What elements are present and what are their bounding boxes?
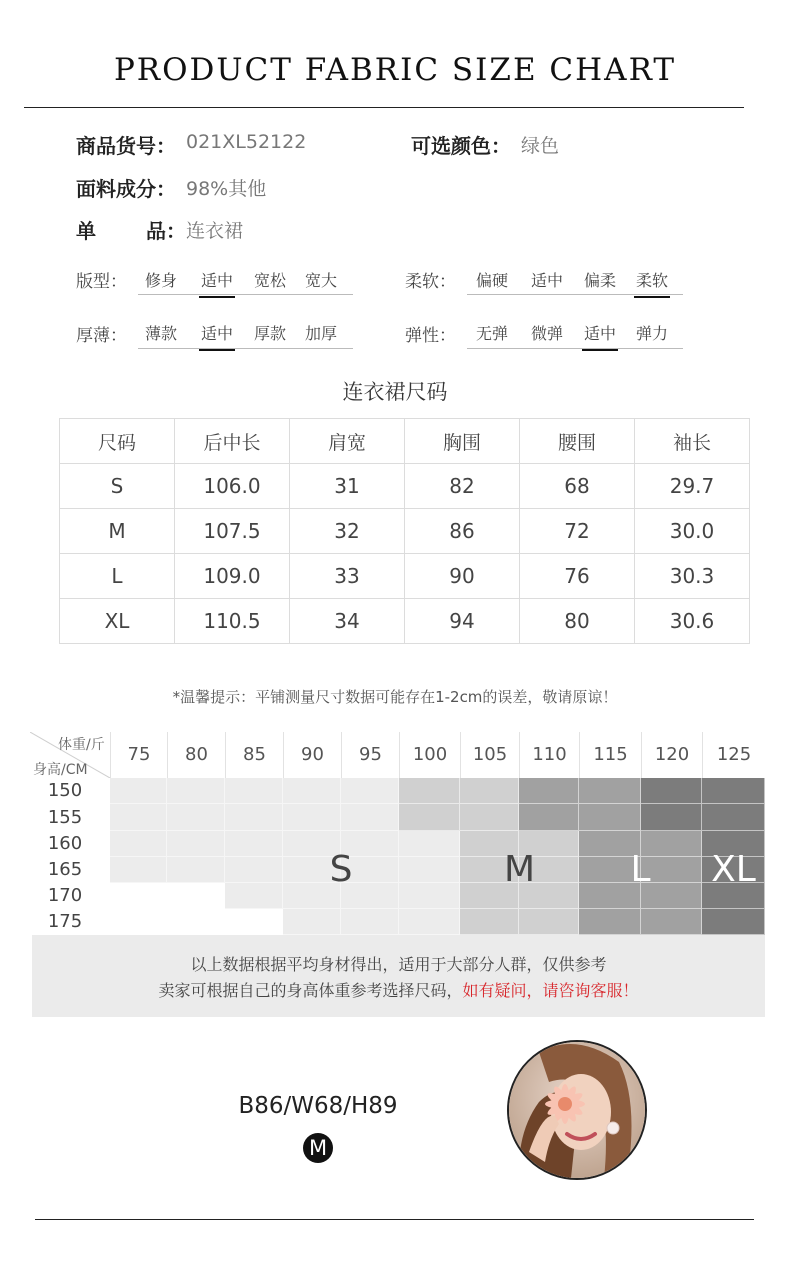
table-cell: 82: [405, 464, 520, 509]
model-photo-illustration: [509, 1042, 645, 1178]
size-table-header-row: [60, 419, 750, 464]
title-divider: [24, 107, 744, 108]
note-line-2-prefix: 卖家可根据自己的身高体重参考选择尺码，: [158, 981, 463, 1000]
grid-cell-s: [399, 883, 460, 909]
table-cell: 34: [290, 599, 405, 644]
grid-height-label: 175: [47, 911, 83, 932]
attr-label-softness: 柔软：: [405, 272, 456, 292]
grid-size-label-xl: XL: [711, 849, 756, 890]
grid-cell-s: [225, 778, 283, 804]
grid-height-label: 165: [47, 859, 83, 880]
size-table-header: 袖长: [635, 419, 750, 464]
grid-weight-header: 75: [110, 732, 167, 778]
size-table-header: 肩宽: [290, 419, 405, 464]
table-cell: 68: [520, 464, 635, 509]
grid-height-label: 150: [47, 780, 83, 801]
grid-cell-s: [341, 778, 399, 804]
table-cell: S: [60, 464, 175, 509]
grid-cell-blank: [167, 909, 225, 935]
grid-cell-s: [399, 909, 460, 935]
size-table-title: 连衣裙尺码: [342, 380, 448, 404]
table-row: [60, 509, 750, 554]
page-title: PRODUCT FABRIC SIZE CHART: [113, 52, 677, 88]
table-cell: 86: [405, 509, 520, 554]
attr-thickness-underline: [138, 348, 353, 349]
attr-thickness-option-3: 厚款: [254, 324, 287, 343]
table-cell: L: [60, 554, 175, 599]
grid-cell-s: [341, 909, 399, 935]
attr-elasticity-option-1: 无弹: [476, 324, 509, 343]
attr-softness-option-1: 偏硬: [476, 271, 509, 290]
grid-cell-xl: [641, 778, 702, 804]
size-recommendation-grid: [30, 732, 765, 935]
grid-cell-s: [167, 778, 225, 804]
grid-weight-header: 120: [641, 732, 702, 778]
table-cell: 72: [520, 509, 635, 554]
note-line-2: [32, 978, 765, 1001]
size-table-header: 胸围: [405, 419, 520, 464]
attr-thickness-option-2-selected: 适中: [201, 321, 233, 344]
table-cell: 109.0: [175, 554, 290, 599]
attr-softness-option-4-selected: 柔软: [636, 268, 668, 291]
table-cell: 31: [290, 464, 405, 509]
grid-cell-l: [519, 804, 579, 831]
table-cell: XL: [60, 599, 175, 644]
grid-cell-s: [399, 857, 460, 883]
model-measurements: B86/W68/H89: [238, 1093, 398, 1119]
grid-cell-blank: [167, 883, 225, 909]
model-avatar: [507, 1040, 647, 1180]
grid-weight-header: 85: [225, 732, 283, 778]
grid-cell-m: [460, 778, 519, 804]
attr-label-elasticity: 弹性：: [405, 326, 456, 346]
grid-cell-blank: [110, 883, 167, 909]
grid-cell-s: [341, 804, 399, 831]
table-cell: 94: [405, 599, 520, 644]
grid-weight-header: 90: [283, 732, 341, 778]
grid-cell-s: [225, 857, 283, 883]
table-cell: M: [60, 509, 175, 554]
attr-fit-option-4: 宽大: [305, 271, 338, 290]
grid-size-label-l: L: [630, 849, 651, 890]
grid-cell-s: [110, 831, 167, 857]
note-line-1: 以上数据根据平均身材得出，适用于大部分人群，仅供参考: [190, 955, 607, 974]
attr-fit-option-1: 修身: [145, 271, 178, 290]
table-cell: 80: [520, 599, 635, 644]
grid-cell-m: [519, 909, 579, 935]
sku-value: 021XL52122: [186, 131, 307, 153]
grid-corner-weight-label: 体重/斤: [58, 737, 105, 753]
reference-note: [32, 935, 765, 1017]
grid-cell-l: [579, 909, 641, 935]
size-table-header: 后中长: [175, 419, 290, 464]
grid-cell-xl: [702, 909, 765, 935]
grid-weight-header: 100: [399, 732, 460, 778]
attr-thickness-option-4: 加厚: [305, 324, 338, 343]
table-cell: 90: [405, 554, 520, 599]
item-label-1: 单: [76, 219, 96, 243]
note-line-2-highlight: 如有疑问，请咨询客服！: [462, 981, 639, 1000]
grid-size-label-m: M: [503, 849, 536, 890]
grid-cell-l: [641, 909, 702, 935]
grid-cell-s: [283, 778, 341, 804]
attr-softness-option-2: 适中: [531, 271, 564, 290]
grid-weight-header: 95: [341, 732, 399, 778]
bottom-divider: [35, 1219, 754, 1220]
grid-cell-l: [519, 778, 579, 804]
grid-weight-header: 105: [460, 732, 519, 778]
fabric-value: 98%其他: [186, 178, 267, 200]
sku-label: 商品货号：: [76, 134, 176, 158]
grid-cell-s: [110, 778, 167, 804]
grid-size-label-s: S: [329, 849, 353, 890]
grid-height-label: 160: [47, 833, 83, 854]
table-cell: 106.0: [175, 464, 290, 509]
attr-fit-option-2-selected: 适中: [201, 268, 233, 291]
table-cell: 107.5: [175, 509, 290, 554]
item-value: 连衣裙: [186, 220, 244, 242]
grid-cell-s: [167, 831, 225, 857]
grid-cell-l: [579, 778, 641, 804]
attr-softness-option-3: 偏柔: [584, 271, 617, 290]
fabric-label: 面料成分：: [76, 177, 176, 201]
size-table: [59, 418, 750, 644]
table-cell: 76: [520, 554, 635, 599]
grid-cell-blank: [110, 909, 167, 935]
table-cell: 110.5: [175, 599, 290, 644]
attr-softness-underline: [467, 294, 683, 295]
grid-cell-s: [225, 804, 283, 831]
attr-elasticity-option-3-selected: 适中: [584, 321, 616, 344]
grid-cell-s: [167, 857, 225, 883]
grid-height-label: 170: [47, 885, 83, 906]
table-row: [60, 464, 750, 509]
table-cell: 33: [290, 554, 405, 599]
grid-height-label: 155: [47, 807, 83, 828]
grid-corner-height-label: 身高/CM: [33, 762, 88, 778]
grid-cell-s: [110, 804, 167, 831]
grid-cell-s: [225, 831, 283, 857]
grid-cell-xl: [702, 804, 765, 831]
grid-weight-header: 115: [579, 732, 641, 778]
table-row: [60, 554, 750, 599]
grid-cell-s: [225, 883, 283, 909]
attr-elasticity-underline: [467, 348, 683, 349]
grid-cell-m: [460, 909, 519, 935]
grid-weight-header: 125: [702, 732, 765, 778]
table-row: [60, 599, 750, 644]
grid-cell-m: [460, 804, 519, 831]
attr-label-thickness: 厚薄：: [76, 326, 127, 346]
grid-cell-m: [399, 804, 460, 831]
grid-cell-blank: [225, 909, 283, 935]
color-value: 绿色: [521, 135, 560, 157]
grid-cell-s: [283, 804, 341, 831]
grid-cell-s: [283, 909, 341, 935]
grid-cell-xl: [641, 804, 702, 831]
grid-cell-m: [399, 778, 460, 804]
grid-cell-s: [110, 857, 167, 883]
model-size-badge: M: [303, 1133, 333, 1163]
grid-weight-header: 80: [167, 732, 225, 778]
attr-thickness-option-1: 薄款: [145, 324, 178, 343]
attr-fit-underline: [138, 294, 353, 295]
attr-elasticity-option-4: 弹力: [636, 324, 669, 343]
size-table-header: 尺码: [60, 419, 175, 464]
table-cell: 30.6: [635, 599, 750, 644]
table-cell: 30.3: [635, 554, 750, 599]
grid-cell-xl: [702, 778, 765, 804]
grid-cell-l: [579, 804, 641, 831]
table-cell: 32: [290, 509, 405, 554]
attr-label-fit: 版型：: [76, 272, 127, 292]
size-table-header: 腰围: [520, 419, 635, 464]
table-cell: 29.7: [635, 464, 750, 509]
grid-weight-header: 110: [519, 732, 579, 778]
item-label-2: 品：: [146, 219, 186, 243]
color-label: 可选颜色：: [411, 134, 511, 158]
measurement-tip: *温馨提示：平铺测量尺寸数据可能存在1-2cm的误差，敬请原谅！: [172, 688, 618, 706]
grid-cell-s: [399, 831, 460, 857]
attr-elasticity-option-2: 微弹: [531, 324, 564, 343]
table-cell: 30.0: [635, 509, 750, 554]
grid-cell-s: [167, 804, 225, 831]
attr-fit-option-3: 宽松: [254, 271, 287, 290]
